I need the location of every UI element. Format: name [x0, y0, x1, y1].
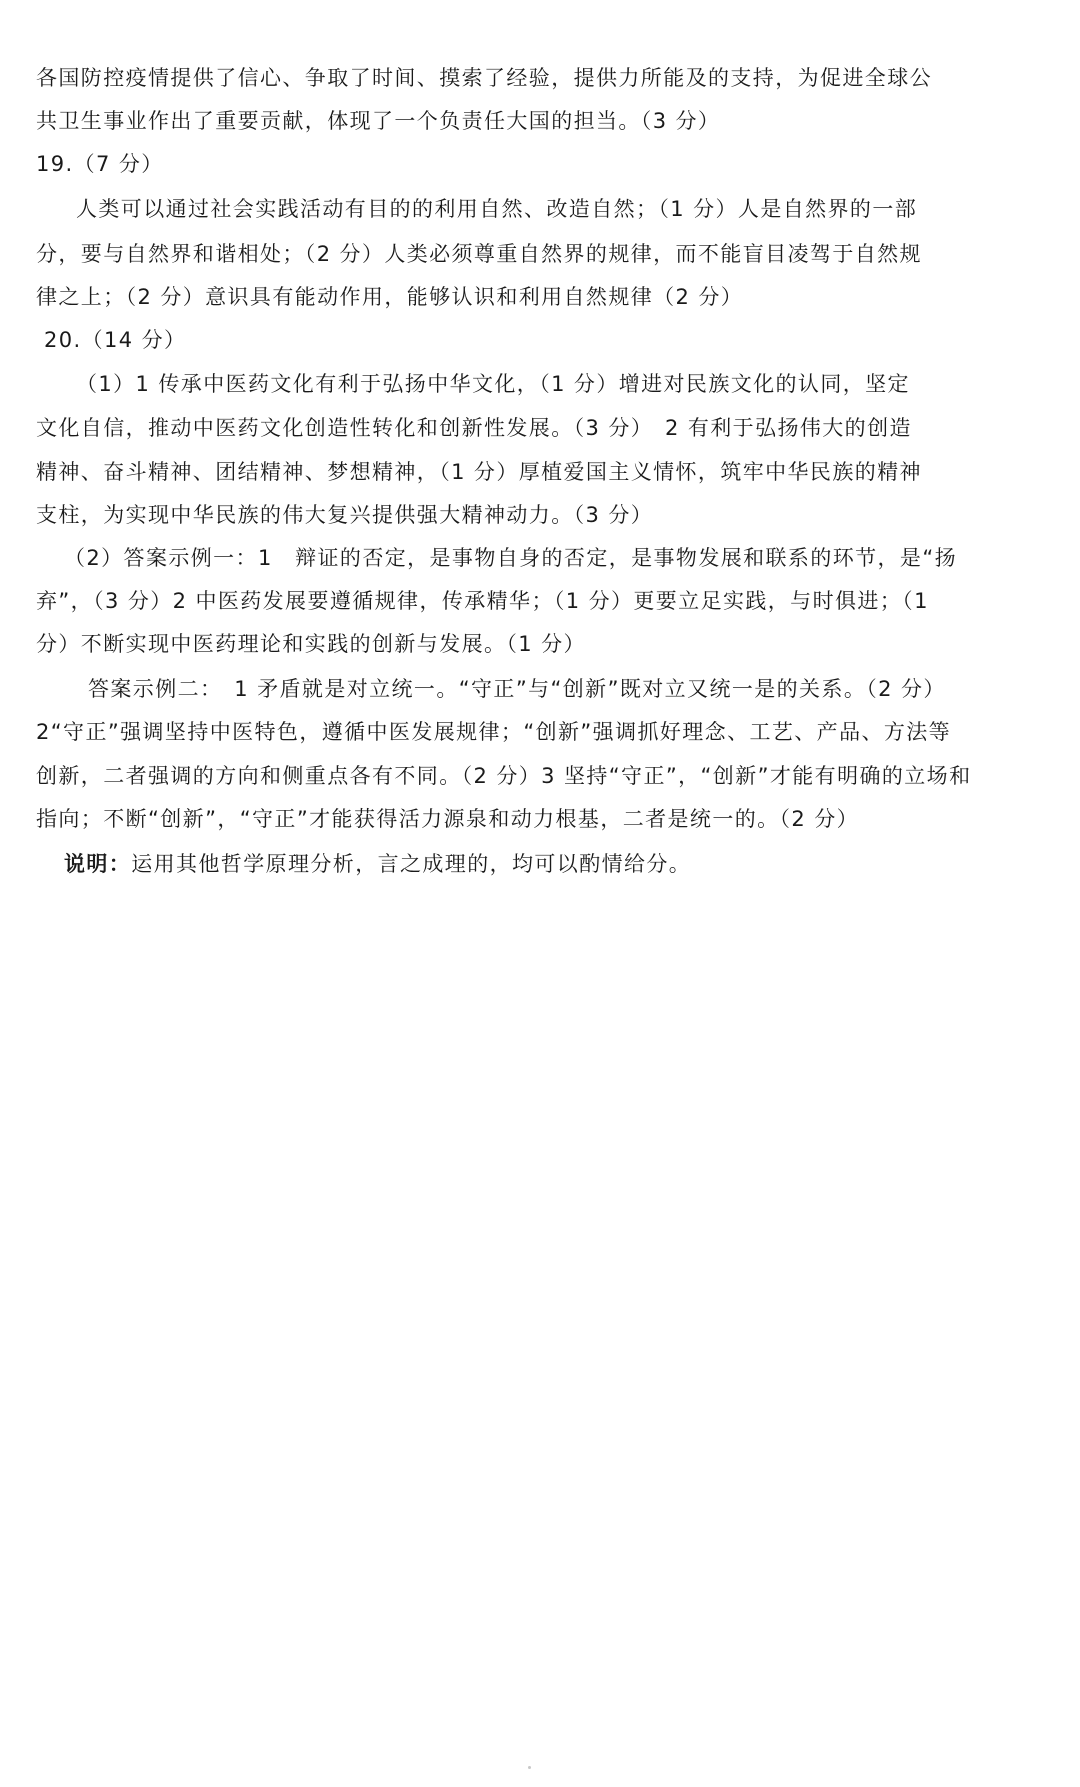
question-20-part2-example2-line-3: 创新，二者强调的方向和侧重点各有不同。（2 分）3 坚持“守正”，“创新”才能有明确的立场和 — [36, 764, 972, 788]
question-20-part1-line-2: 文化自信，推动中医药文化创造性转化和创新性发展。（3 分） 2 有利于弘扬伟大的创造 — [36, 416, 912, 440]
question-20-part2-example1-line-2: 弃”，（3 分）2 中医药发展要遵循规律，传承精华；（1 分）更要立足实践，与时俱进；（1 — [36, 589, 929, 613]
question-20-part2-example2-line-2: 2“守正”强调坚持中医特色，遵循中医发展规律；“创新”强调抓好理念、工艺、产品、方法等 — [36, 720, 952, 744]
question-20-part1-line-3: 精神、奋斗精神、团结精神、梦想精神，（1 分）厚植爱国主义情怀，筑牢中华民族的精神 — [36, 460, 922, 484]
question-20-part1-line-4: 支柱，为实现中华民族的伟大复兴提供强大精神动力。（3 分） — [36, 503, 654, 527]
question-20-part2-example1-line-3: 分）不断实现中医药理论和实践的创新与发展。（1 分） — [36, 632, 586, 656]
text-line-continuation-2: 共卫生事业作出了重要贡献，体现了一个负责任大国的担当。（3 分） — [36, 109, 721, 133]
question-19-answer-line-1: 人类可以通过社会实践活动有目的的利用自然、改造自然；（1 分）人是自然界的一部 — [76, 197, 918, 221]
question-20-part1-line-1: （1）1 传承中医药文化有利于弘扬中华文化，（1 分）增进对民族文化的认同，坚定 — [76, 372, 910, 396]
text-line-continuation-1: 各国防控疫情提供了信心、争取了时间、摸索了经验，提供力所能及的支持，为促进全球公 — [36, 66, 932, 90]
question-19-answer-line-3: 律之上；（2 分）意识具有能动作用，能够认识和利用自然规律（2 分） — [36, 285, 744, 309]
page-speck — [528, 1766, 531, 1769]
question-20-part2-example2-line-4: 指向；不断“创新”，“守正”才能获得活力源泉和动力根基，二者是统一的。（2 分） — [36, 807, 860, 831]
scoring-note-label: 说明： — [64, 852, 132, 876]
question-20-heading: 20.（14 分） — [44, 328, 187, 352]
scoring-note-text: 运用其他哲学原理分析，言之成理的，均可以酌情给分。 — [131, 852, 692, 876]
scoring-note — [64, 849, 691, 879]
question-20-part2-example2-line-1: 答案示例二： 1 矛盾就是对立统一。“守正”与“创新”既对立又统一是的关系。（2 分） — [88, 677, 946, 701]
question-19-heading: 19.（7 分） — [36, 152, 164, 176]
question-19-answer-line-2: 分，要与自然界和谐相处；（2 分）人类必须尊重自然界的规律，而不能盲目凌驾于自然规 — [36, 242, 922, 266]
question-20-part2-example1-line-1: （2）答案示例一：1 辩证的否定，是事物自身的否定，是事物发展和联系的环节，是“扬 — [64, 546, 957, 570]
